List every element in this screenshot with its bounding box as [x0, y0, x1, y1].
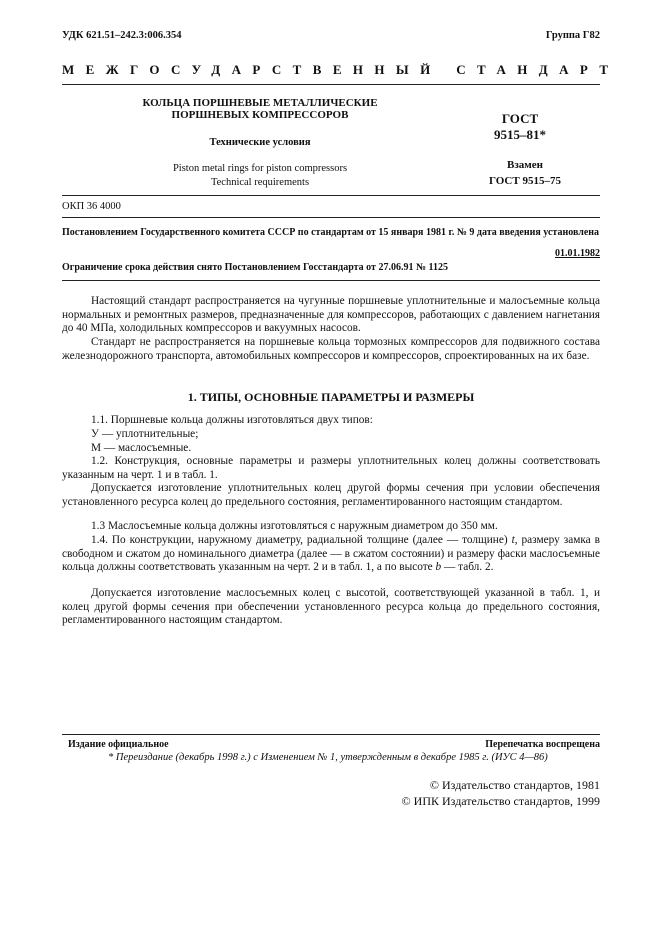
reprint-prohibited-label: Перепечатка воспрещена [485, 739, 600, 750]
clause-1-4-allowance: Допускается изготовление маслосъемных колец с высотой, соответствующей указанной в табл. 1, и колец другой формы сечения при обеспечении установленного ресурса кольца до предельного состояния, регламентированного настоящим стандартом. [62, 587, 600, 627]
okp-divider [62, 217, 600, 218]
clause-1-1: 1.1. Поршневые кольца должны изготовляться двух типов: [91, 414, 373, 426]
copyright-1981: © Издательство стандартов, 1981 [429, 778, 600, 792]
type-m: М — маслосъемные. [91, 442, 192, 454]
decree-divider [62, 280, 600, 281]
clause-1-4-part-c: — табл. 2. [441, 561, 494, 574]
gost-label: ГОСТ [501, 111, 539, 126]
english-title [100, 162, 420, 190]
document-title [100, 97, 420, 121]
clause-1-2: 1.2. Конструкция, основные параметры и размеры уплотнительных колец должны соответствовать указанным на черт. 1 и в табл. 1. [62, 455, 600, 481]
type-u: У — уплотнительные; [91, 428, 199, 440]
clause-1-4-part-a: 1.4. По конструкции, наружному диаметру, радиальной толщине (далее — толщине) [91, 534, 512, 546]
title-line-2: ПОРШНЕВЫХ КОМПРЕССОРОВ [171, 109, 349, 121]
udk-code: УДК 621.51–242.3:006.354 [62, 30, 182, 41]
replaces-value: ГОСТ 9515–75 [489, 175, 561, 187]
document-subtitle: Технические условия [209, 137, 311, 148]
clause-1-2-allowance: Допускается изготовление уплотнительных колец другой формы сечения при условии обеспечения установленного ресурса колец до предельного состояния, регламентированного настоящим стандартом. [62, 482, 600, 508]
clause-1-4-part-b: , размеру замка в свободном и сжатом до номинального диаметра (далее — в сжатом состоянии) и размеру фаски маслосъемные кольца должны соответствовать указанным на черт. 2 и в табл. 1, а по высоте [62, 534, 600, 574]
clause-1-3: 1.3 Маслосъемные кольца должны изготовляться с наружным диаметром до 350 мм. [91, 520, 498, 532]
top-divider [62, 84, 600, 85]
intro-paragraph-2: Стандарт не распространяется на поршневые кольца тормозных компрессоров для подвижного состава железнодорожного транспорта, автомобильных компрессоров и компрессоров, спроектированных на их базе. [62, 336, 600, 362]
replaces-block [470, 157, 580, 189]
limit-note: Ограничение срока действия снято Постановлением Госстандарта от 27.06.91 № 1125 [62, 262, 448, 273]
replaces-label: Взамен [507, 159, 543, 171]
title-divider [62, 195, 600, 196]
variable-b: b [435, 561, 442, 574]
footer-divider [62, 734, 600, 735]
reissue-footnote: * Переиздание (декабрь 1998 г.) с Изменением № 1, утвержденным в декабре 1985 г. (ИУС 4—86) [108, 752, 548, 763]
okp-code: ОКП 36 4000 [62, 201, 121, 212]
decree-text: Постановлением Государственного комитета СССР по стандартам от 15 января 1981 г. № 9 дата введения установлена [62, 227, 600, 238]
official-edition-label: Издание официальное [68, 739, 169, 750]
group-code: Группа Г82 [545, 30, 600, 41]
clause-1-4 [62, 534, 600, 575]
copyright-1999: © ИПК Издательство стандартов, 1999 [401, 794, 600, 808]
english-title-line-1: Piston metal rings for piston compressors [172, 163, 348, 174]
gost-number: 9515–81* [494, 127, 546, 142]
gost-designation [470, 111, 570, 143]
variable-t: t [511, 534, 515, 546]
standard-banner: МЕЖГОСУДАРСТВЕННЫЙ СТАНДАРТ [62, 62, 620, 77]
english-title-line-2: Technical requirements [210, 177, 310, 188]
section-1-heading: 1. ТИПЫ, ОСНОВНЫЕ ПАРАМЕТРЫ И РАЗМЕРЫ [187, 390, 475, 404]
title-line-1: КОЛЬЦА ПОРШНЕВЫЕ МЕТАЛЛИЧЕСКИЕ [142, 97, 378, 109]
intro-paragraph-1: Настоящий стандарт распространяется на чугунные поршневые уплотнительные и малосъемные кольца нормальных и ремонтных размеров, предназначенные для компрессоров, работающих с давлением нагнетания до 40 МПа, холодильных компрессоров и вакуумных насосов. [62, 295, 600, 335]
effective-date: 01.01.1982 [555, 248, 600, 259]
